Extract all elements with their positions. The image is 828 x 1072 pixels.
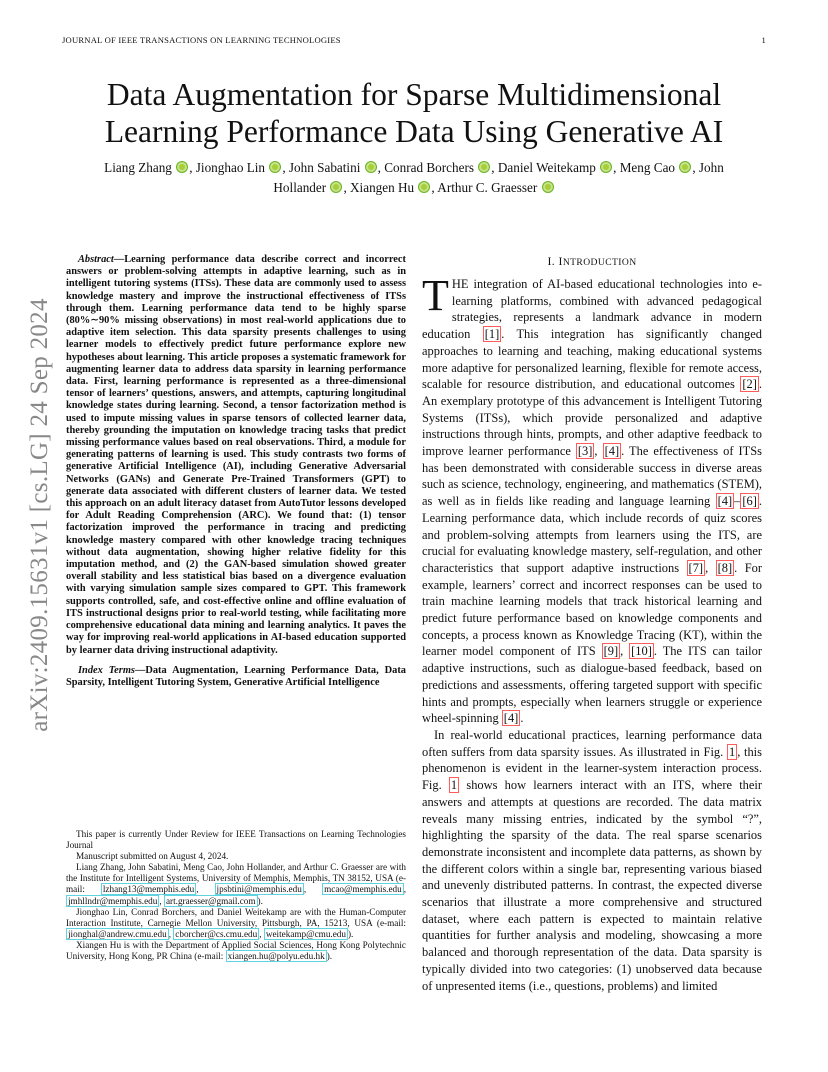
citation-link[interactable]: [3]: [577, 444, 593, 459]
figure-link[interactable]: 1: [728, 744, 736, 759]
citation-link[interactable]: [4]: [503, 711, 519, 726]
drop-cap: T: [422, 271, 449, 320]
paper-title: [62, 76, 766, 150]
citation-link[interactable]: [7]: [688, 560, 704, 575]
author-name: Meng Cao: [619, 160, 676, 175]
citation-link[interactable]: [1]: [484, 327, 500, 342]
orcid-icon[interactable]: [478, 161, 490, 173]
author-line-1: Liang Zhang , Jionghao Lin , John Sabatini , Conrad Borchers , Daniel Weitekamp , Meng Cao , John: [104, 160, 724, 175]
citation-link[interactable]: [10]: [631, 644, 652, 659]
abstract-text: —Learning performance data describe correct and incorrect answers or problem-solving attempts in adaptive learning, such as in intelligent tutoring systems (ITSs). These data are commonly used to assess knowledge mastery and improve the instructional effectiveness of ITSs through them. Learning performance data tend to be highly sparse (80%∼90% missing observations) in most real-world applications due to adaptive item selection. This data sparsity presents challenges to using learner models to effectively predict future performance explore new hypotheses about learning. This article proposes a systematic framework for augmenting learner data to address data sparsity in learning performance data. First, learning performance is represented as a three-dimensional tensor of learners’ questions, answers, and attempts, capturing longitudinal knowledge states during learning. Second, a tensor factorization method is used to impute missing values in sparse tensors of collected learner data, thereby grounding the imputation on knowledge tracing tasks that predict missing performance values based on real observations. Third, a module for generating patterns of learning is used. This study contrasts two forms of generative Artificial Intelligence (AI), including Generative Adversarial Networks (GANs) and Generate Pre-Trained Transformers (GPT) to generate data associated with different clusters of learner data. We tested this approach on an adult literacy dataset from AutoTutor lessons developed for Adult Reading Comprehension (ARC). We found that: (1) tensor factorization improved the performance in tracing and predicting knowledge mastery compared with other knowledge tracing techniques without data augmentation, showing higher relative fidelity for this imputation method, and (2) the GAN-based simulation showed greater overall stability and less statistical bias based on a divergence evaluation with varying simulation sample sizes compared to GPT. This framework supports controlled, safe, and cost-effective online and offline evaluation of ITS instructional designs prior to real-world testing, while facilitating more comprehensive educational data mining and learning analytics. It paves the way for improving real-world applications in AI-based education supported by learner data driving instructional adaptivity.: [66, 254, 406, 656]
index-terms-text: —Data Augmentation, Learning Performance Data, Data Sparsity, Intelligent Tutoring System, Generative Artificial Intelligence: [66, 664, 406, 688]
author-name: Daniel Weitekamp: [497, 160, 596, 175]
author-name: Arthur C. Graesser: [437, 180, 538, 195]
affiliation-polyu: Xiangen Hu is with the Department of Applied Social Sciences, Hong Kong Polytechnic University, Hong Kong, PR China (e-mail: xiangen.hu@polyu.edu.hk ).: [66, 939, 406, 962]
email-link[interactable]: cborcher@cs.cmu.edu: [175, 928, 258, 939]
email-link[interactable]: jionghal@andrew.cmu.edu: [68, 928, 167, 939]
author-line-2: Hollander , Xiangen Hu , Arthur C. Graesser: [62, 178, 766, 198]
email-link[interactable]: jmhllndr@memphis.edu: [68, 895, 158, 906]
orcid-icon[interactable]: [542, 181, 554, 193]
right-column: [422, 254, 762, 994]
abstract: [66, 254, 406, 657]
footnotes: [66, 829, 406, 962]
email-link[interactable]: weitekamp@cmu.edu: [265, 928, 346, 939]
submission-note: Manuscript submitted on August 4, 2024.: [76, 851, 229, 862]
affiliation-cmu: Jionghao Lin, Conrad Borchers, and Daniel Weitekamp are with the Human-Computer Interaction Institute, Carnegie Mellon University, Pittsburgh, PA, 15213, USA (e-mail: jionghal@andrew.cmu.edu , cborcher@cs.cmu.edu , weitekamp@cmu.edu ).: [66, 906, 406, 939]
orcid-icon[interactable]: [176, 161, 188, 173]
index-terms-label: Index Terms: [78, 664, 135, 676]
figure-link[interactable]: 1: [450, 778, 458, 793]
author-name: John Sabatini: [288, 160, 361, 175]
title-line-1: Data Augmentation for Sparse Multidimensional: [106, 77, 722, 112]
citation-link[interactable]: [4]: [717, 494, 733, 509]
email-link[interactable]: mcao@memphis.edu: [324, 884, 402, 895]
citation-link[interactable]: [9]: [603, 644, 619, 659]
left-column: [66, 254, 406, 689]
citation-link[interactable]: [2]: [742, 377, 757, 392]
author-name: Xiangen Hu: [350, 180, 415, 195]
email-link[interactable]: jpsbtini@memphis.edu: [216, 884, 302, 895]
review-note: This paper is currently Under Review for IEEE Transactions on Learning Technologies Journal: [66, 829, 406, 851]
orcid-icon[interactable]: [269, 161, 281, 173]
orcid-icon[interactable]: [365, 161, 377, 173]
author-name: Hollander: [273, 180, 327, 195]
orcid-icon[interactable]: [418, 181, 430, 193]
email-link[interactable]: lzhang13@memphis.edu: [102, 884, 195, 895]
citation-link[interactable]: [4]: [604, 444, 620, 459]
intro-paragraph-1: THE integration of AI-based educational technologies into e-learning platforms, combined with advanced pedagogical strategies, represents a landmark advance in modern education [1] . This integration has significantly changed approaches to learning and teaching, making educational systems more adaptive for personalized learning, flexible for remote access, scalable for resource distribution, and educational outcomes [2] . An exemplary prototype of this advancement is Intelligent Tutoring Systems (ITSs), which provide personalized and adaptive instructions through hints, prompts, and other adaptive feedback to improve learner performance [3] , [4] . The effectiveness of ITSs has been demonstrated with considerable success in diverse areas such as science, technology, engineering, and mathematics (STEM), as well as in fields like reading and language learning [4] – [6] . Learning performance data, which include records of quiz scores and problem-solving attempts from learners using the ITS, are crucial for evaluating knowledge mastery, self-regulation, and other characteristics that support adaptive instructions [7] , [8] . For example, learners’ correct and incorrect responses can be used to train machine learning models that track historical learning and predict future performance based on knowledge components and concepts, a process known as Knowledge Tracing (KT), within the learner model component of ITS [9] , [10] . The ITS can tailor adaptive instructions, such as dialogue-based feedback, based on predictions and assessments, offering targeted support with specific hints and prompts, especially when learners struggle or experience wheel-spinning [4] .: [422, 271, 763, 726]
intro-paragraph-2: In real-world educational practices, learning performance data often suffers from data sparsity issues. As illustrated in Fig. 1 , this phenomenon is evident in the learner-system interaction process. Fig. 1 shows how learners interact with an ITS, where their answers and attempts at questions are recorded. The data matrix reveals many missing entries, indicated by the symbol “?”, highlighting the sparsity of the data. The real sparse scenarios demonstrate inconsistent and incomplete data patterns, as shown by the different colors within a single bar, representing various biased and unevenly distributed patterns. In contrast, the expected diverse scenarios that illustrate a more comprehensive and structured dataset, where each pattern is expected to maintain relative quantities for further analysis and modeling, showcasing a more balanced and thorough representation of the data. Data sparsity is typically divided into two categories: (1) unobserved data because of unpresented items (i.e., questions, problems) and limited: [422, 727, 762, 993]
orcid-icon[interactable]: [330, 181, 342, 193]
author-name: Jionghao Lin: [195, 160, 266, 175]
orcid-icon[interactable]: [600, 161, 612, 173]
orcid-icon[interactable]: [679, 161, 691, 173]
citation-link[interactable]: [8]: [717, 560, 733, 575]
running-header: [62, 35, 766, 47]
affiliation-memphis: Liang Zhang, John Sabatini, Meng Cao, John Hollander, and Arthur C. Graesser are with the Institute for Intelligent Systems, University of Memphis, Memphis, TN 38152, USA (e-mail: lzhang13@memphis.edu , jpsbtini@memphis.edu , mcao@memphis.edu , jmhllndr@memphis.edu , art.graesser@gmail.com ).: [66, 862, 407, 906]
author-name: Liang Zhang: [104, 160, 172, 175]
author-name: Conrad Borchers: [384, 160, 474, 175]
journal-name: JOURNAL OF IEEE TRANSACTIONS ON LEARNING TECHNOLOGIES: [62, 35, 341, 45]
arxiv-stamp: [20, 270, 60, 760]
section-heading-introduction: I. INTRODUCTION: [547, 254, 637, 268]
arxiv-identifier: arXiv:2409.15631v1 [cs.LG] 24 Sep 2024: [26, 298, 53, 732]
author-list: [62, 158, 766, 198]
citation-link[interactable]: [6]: [742, 494, 757, 509]
title-line-2: Learning Performance Data Using Generative AI: [104, 114, 724, 149]
email-link[interactable]: art.graesser@gmail.com: [165, 895, 256, 906]
index-terms: [66, 665, 406, 689]
page-number: 1: [761, 35, 766, 45]
abstract-label: Abstract: [78, 254, 114, 265]
author-name: John: [698, 160, 724, 175]
email-link[interactable]: xiangen.hu@polyu.edu.hk: [227, 951, 325, 962]
